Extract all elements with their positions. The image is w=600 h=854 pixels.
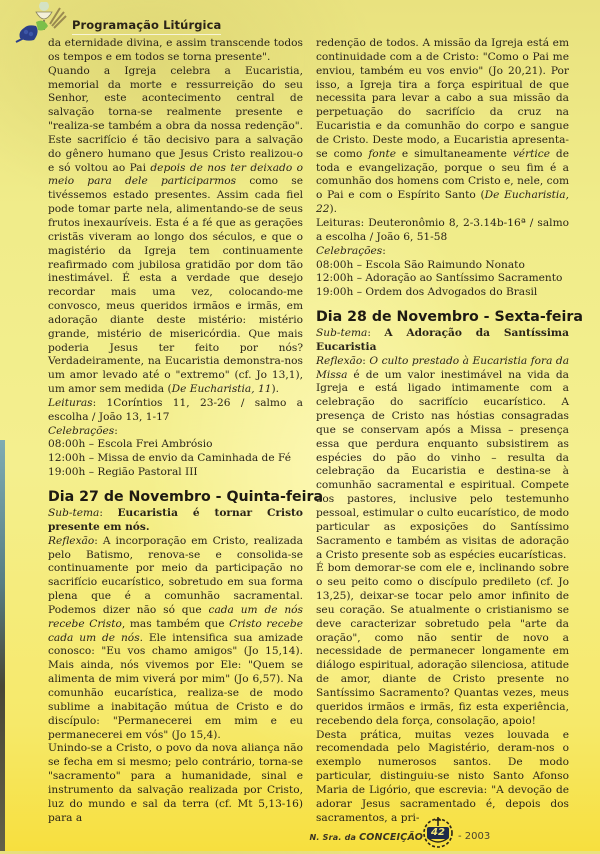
schedule-item: 08:00h – Escola Frei Ambrósio [48, 438, 213, 451]
schedule-item: 08:00h – Escola São Raimundo Nonato [316, 258, 525, 271]
day-28-paragraph-3: Desta prática, muitas vezes louvada e recomendada pelo Magistério, deram-nos o exemplo numerosos santos. De modo particular, distinguiu-se nisto Santo Afonso Maria de Ligório, que escrevia: "A devoção de adorar Jesus sacramentado é, depois dos sacramentos, a pri- [316, 728, 569, 824]
day-27-subtheme: Sub-tema: Eucaristia é tornar Cristo presente em nós. [48, 507, 303, 533]
continuation-paragraph: redenção de todos. A missão da Igreja está em continuidade com a de Cristo: "Como o Pai me enviou, também eu vos envio" (Jo 20,21). Por isso, a Igreja tira a força espiritual de que necessita para levar a cabo a sua missão da perpetuação do sacrifício da cruz na Eucaristia e da comunhão do corpo e sangue de Cristo. Deste modo, a Eucaristia apresenta-se como fonte e simultaneamente vértice de toda e evangelização, porque o seu fim é a comunhão dos homens com Cristo e, nele, com o Pai e com o Espírito Santo (De Eucharistia, 22). [316, 37, 569, 216]
celebrations-schedule: Celebrações: 08:00h – Escola São Raimundo Nonato 12:00h – Adoração ao Santíssimo Sacramento 19:00h – Ordem dos Advogados do Brasil [316, 245, 569, 300]
ship-wheel-badge-icon [418, 814, 458, 850]
schedule-item: 12:00h – Missa de envio da Caminhada de Fé [48, 452, 292, 465]
page-edge-strip [0, 440, 5, 851]
readings: Leituras: Deuteronômio 8, 2-3.14b-16ª / salmo a escolha / João 6, 51-58 [316, 216, 569, 243]
schedule-item: 12:00h – Adoração ao Santíssimo Sacramento [316, 272, 563, 285]
day-28-paragraph-2: É bom demorar-se com ele e, inclinando sobre o seu peito como o discípulo predileto (cf. Jo 13,25), deixar-se tocar pelo amor infinito de seu coração. Se atualmente o cristianismo se deve caracterizar sobretudo pela "arte da oração", como não sentir de novo a necessidade de permanecer longamente em diálogo espiritual, adoração silenciosa, atitude de amor, diante de Cristo presente no Santíssimo Sacramento? Quantas vezes, meus queridos irmãos e irmãs, fiz esta experiência, recebendo dela força, consolação, apoio! [316, 562, 569, 727]
page-number: 42 [427, 827, 449, 839]
publication-year: - 2003 [458, 831, 491, 842]
section-title: Programação Litúrgica [72, 18, 221, 35]
eucharist-paragraph: Quando a Igreja celebra a Eucaristia, memorial da morte e ressurreição do seu Senhor, este acontecimento central de salvação torna-se realmente presente e "realiza-se também a obra da nossa redenção". Este sacrifício é tão decisivo para a salvação do gênero humano que Jesus Cristo realizou-o e só voltou ao Pai depois de nos ter deixado o meio para dele participarmos como se tivéssemos estado presentes. Assim cada fiel pode tomar parte nela, alimentando-se de seus frutos inexauríveis. Esta é a fé que as gerações cristãs viveram ao longo dos séculos, e que o magistério da Igreja tem continuamente reafirmado com jubilosa gratidão por dom tão inestimável. É esta a verdade que desejo recordar mais uma vez, colocando-me convosco, meus queridos irmãos e irmãs, em adoração diante deste mistério: mistério grande, mistério de misericórdia. Que mais poderia Jesus ter feito por nós? Verdadeiramente, na Eucaristia demonstra-nos um amor levado até o "extremo" (cf. Jo 13,1), um amor sem medida (De Eucharistia, 11). [48, 64, 304, 396]
schedule-item: 19:00h – Região Pastoral III [48, 466, 198, 479]
left-column [48, 37, 324, 825]
right-column [316, 37, 583, 825]
intro-paragraph: da eternidade divina, e assim transcende todos os tempos e em todos se torna presente". [48, 37, 303, 63]
readings: Leituras: 1Coríntios 11, 23-26 / salmo a escolha / João 13, 1-17 [48, 396, 303, 423]
page-footer [0, 826, 600, 850]
day-28-reflection: Reflexão: O culto prestado à Eucaristia fora da Missa é de um valor inestimável na vida da Igreja e está ligado intimamente com a celebração do sacrifício eucarístico. A presença de Cristo nas hóstias consagradas que se conservam após a Missa – presença essa que perdura enquanto subsistirem as espécies do pão do vinho – resulta da celebração da Eucaristia e destina-se à comunhão sacramental e espiritual. Compete aos pastores, inclusive pelo testemunho pessoal, estimular o culto eucarístico, de modo particular as exposições do Santíssimo Sacramento e também as visitas de adoração a Cristo presente sob as espécies eucarísticas. [316, 354, 570, 561]
celebrations-schedule: Celebrações: 08:00h – Escola Frei Ambrósio 12:00h – Missa de envio da Caminhada de Fé 19:00h – Região Pastoral III [48, 425, 303, 480]
schedule-item: 19:00h – Ordem dos Advogados do Brasil [316, 286, 538, 299]
day-28-heading: Dia 28 de Novembro - Sexta-feira [316, 309, 583, 326]
day-27-paragraph-2: Unindo-se a Cristo, o povo da nova aliança não se fecha em si mesmo; pelo contrário, torna-se "sacramento" para a humanidade, sinal e instrumento da salvação realizada por Cristo, luz do mundo e sal da terra (cf. Mt 5,13-16) para a [48, 742, 303, 824]
day-27-reflection: Reflexão: A incorporação em Cristo, realizada pelo Batismo, renova-se e consolida-se continuamente por meio da participação no sacrifício eucarístico, sobretudo em sua forma plena que é a comunhão sacramental. Podemos dizer não só que cada um de nós recebe Cristo, mas também que Cristo recebe cada um de nós. Ele intensifica sua amizade conosco: "Eu vos chamo amigos" (Jo 15,14). Mais ainda, nós vivemos por Ele: "Quem se alimenta de mim viverá por mim" (Jo 6,57). Na comunhão eucarística, realiza-se de modo sublime a inabitação mútua de Cristo e do discípulo: "Permanecerei em mim e eu permanecerei em vós" (Jo 15,4). [48, 534, 304, 741]
day-27-heading: Dia 27 de Novembro - Quinta-feira [48, 489, 324, 505]
magazine-name: N. Sra. da CONCEIÇÃO [309, 832, 423, 843]
day-28-subtheme: Sub-tema: A Adoração da Santíssima Eucaristia [316, 327, 569, 353]
celebrations-label: Celebrações [48, 424, 115, 437]
celebrations-label: Celebrações [316, 244, 383, 257]
